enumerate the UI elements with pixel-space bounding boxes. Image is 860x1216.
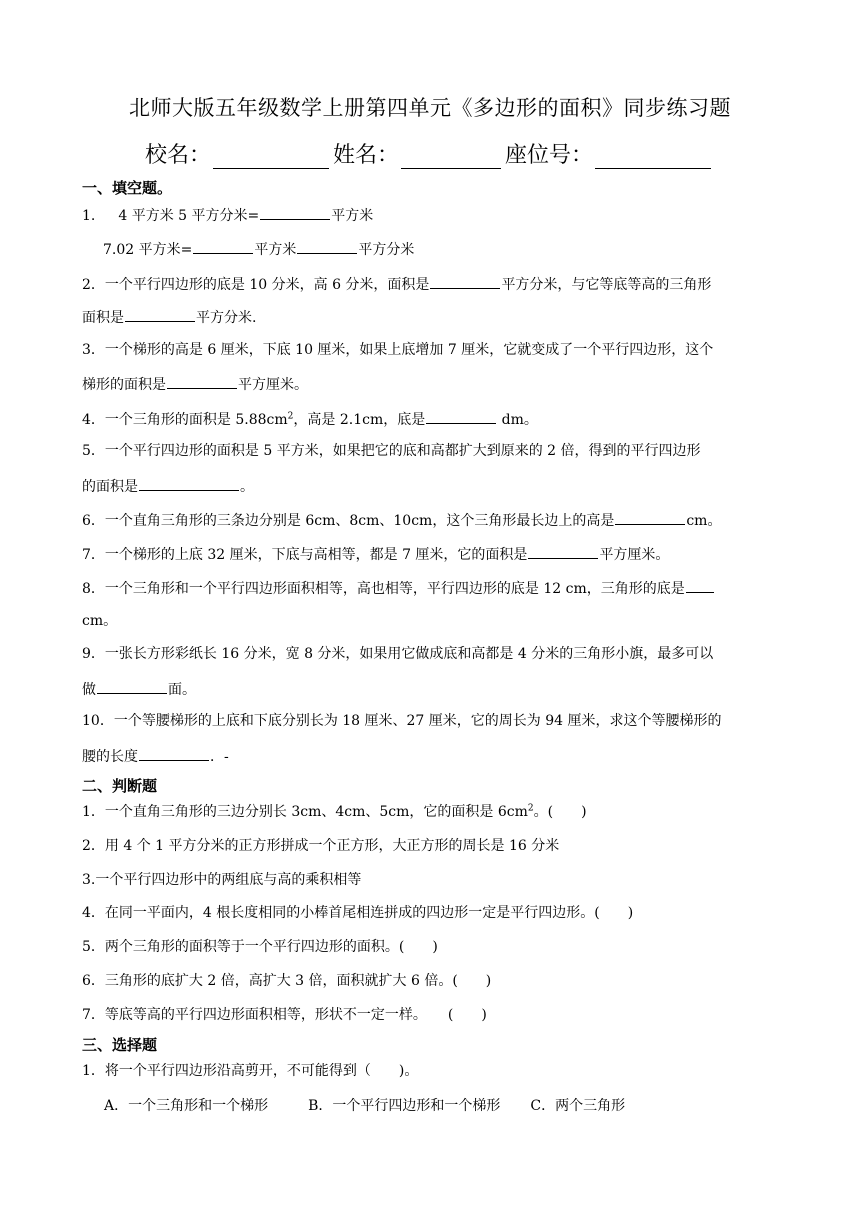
question-text: 平方厘米。: [238, 377, 308, 393]
superscript: 2: [527, 803, 534, 814]
seat-label: 座位号：: [505, 143, 594, 168]
answer-blank: [167, 373, 237, 389]
choice-1-options: [104, 1096, 804, 1116]
question-4: [82, 408, 782, 430]
answer-blank: [686, 577, 714, 593]
answer-blank: [426, 408, 496, 424]
question-text: 。( ): [533, 804, 587, 820]
question-text: 腰的长度: [82, 749, 138, 765]
judge-7: 7．等底等高的平行四边形面积相等，形状不一定一样。 ( ): [82, 1007, 487, 1023]
answer-blank: [528, 543, 598, 559]
question-text: 4 平方米 5 平方分米=: [118, 208, 260, 224]
superscript: 2: [287, 411, 294, 422]
unit-text: 平方厘米。: [599, 547, 670, 563]
question-text: 。: [240, 479, 254, 495]
name-blank: [401, 146, 501, 169]
student-info-line: [0, 138, 860, 169]
judge-3: 3.一个平行四边形中的两组底与高的乘积相等: [82, 872, 362, 888]
question-10-line2: [82, 745, 782, 767]
question-text: ，高是 2.1cm，底是: [293, 412, 426, 428]
option-c: C．两个三角形: [530, 1098, 626, 1114]
unit-text: cm。: [686, 513, 722, 529]
question-7: [82, 543, 782, 565]
question-text: 面积是: [82, 310, 124, 326]
option-a: A．一个三角形和一个梯形: [104, 1098, 269, 1114]
answer-blank: [615, 509, 685, 525]
answer-blank: [193, 238, 253, 254]
question-text: 6．一个直角三角形的三条边分别是 6cm、8cm、10cm，这个三角形最长边上的高是: [82, 513, 615, 529]
section-heading-fill-blank: 一、填空题。: [82, 179, 173, 197]
section-heading-multiple-choice: 三、选择题: [82, 1036, 158, 1054]
question-8-line2: cm。: [82, 613, 118, 629]
question-2-line2: [82, 306, 782, 328]
question-5-line1: 5．一个平行四边形的面积是 5 平方米，如果把它的底和高都扩大到原来的 2 倍，得到的平行四边形: [82, 443, 701, 459]
school-blank: [213, 146, 329, 169]
judge-4: 4．在同一平面内，4 根长度相同的小棒首尾相连拼成的四边形一定是平行四边形。( ): [82, 905, 634, 921]
name-label: 姓名：: [332, 143, 399, 168]
question-9-line1: 9．一张长方形彩纸长 16 分米，宽 8 分米，如果用它做成底和高都是 4 分米的三角形小旗，最多可以: [82, 646, 714, 662]
question-text: 1．一个直角三角形的三边分别长 3cm、4cm、5cm，它的面积是 6cm: [82, 804, 528, 820]
question-text: ．-: [210, 749, 229, 765]
answer-blank: [297, 238, 357, 254]
answer-blank: [260, 204, 330, 220]
answer-blank: [125, 306, 195, 322]
question-1b: [103, 238, 803, 260]
question-6: [82, 509, 782, 531]
judge-2: 2．用 4 个 1 平方分米的正方形拼成一个正方形，大正方形的周长是 16 分米: [82, 838, 560, 854]
question-text: 做: [82, 682, 96, 698]
unit-text: 平方分米: [358, 242, 415, 258]
question-3-line2: [82, 373, 782, 395]
unit-text: dm。: [497, 412, 538, 428]
unit-text: 平方米: [331, 208, 374, 224]
answer-blank: [139, 745, 209, 761]
question-5-line2: [82, 475, 782, 497]
question-text: 7.02 平方米=: [103, 242, 193, 258]
question-text: 平方分米.: [196, 310, 257, 326]
choice-1: 1．将一个平行四边形沿高剪开，不可能得到（ )。: [82, 1063, 419, 1079]
answer-blank: [139, 475, 239, 491]
answer-blank: [97, 678, 167, 694]
section-heading-true-false: 二、判断题: [82, 777, 158, 795]
question-10-line1: 10．一个等腰梯形的上底和下底分别长为 18 厘米、27 厘米，它的周长为 94 厘米，求这个等腰梯形的: [82, 713, 722, 729]
question-text: 8．一个三角形和一个平行四边形面积相等，高也相等，平行四边形的底是 12 cm，三角形的底是: [82, 581, 685, 597]
seat-blank: [595, 146, 711, 169]
option-b: B．一个平行四边形和一个梯形: [308, 1098, 501, 1114]
question-number: 1.: [82, 208, 96, 224]
question-text: 平方分米，与它等底等高的三角形: [501, 277, 712, 293]
answer-blank: [430, 273, 500, 289]
question-text: 2．一个平行四边形的底是 10 分米，高 6 分米，面积是: [82, 277, 430, 293]
page-title: 北师大版五年级数学上册第四单元《多边形的面积》同步练习题: [129, 96, 731, 120]
question-2-line1: [82, 273, 782, 295]
question-1a: [82, 204, 782, 226]
judge-1: [82, 802, 782, 822]
judge-5: 5．两个三角形的面积等于一个平行四边形的面积。( ): [82, 939, 438, 955]
question-8-line1: [82, 577, 782, 599]
question-text: 的面积是: [82, 479, 138, 495]
judge-6: 6．三角形的底扩大 2 倍，高扩大 3 倍，面积就扩大 6 倍。( ): [82, 973, 492, 989]
question-text: 面。: [168, 682, 196, 698]
unit-text: 平方米: [254, 242, 297, 258]
question-text: 4．一个三角形的面积是 5.88cm: [82, 412, 288, 428]
question-text: 7．一个梯形的上底 32 厘米，下底与高相等，都是 7 厘米，它的面积是: [82, 547, 528, 563]
school-label: 校名：: [144, 143, 211, 168]
question-9-line2: [82, 678, 782, 700]
question-3-line1: 3．一个梯形的高是 6 厘米，下底 10 厘米，如果上底增加 7 厘米，它就变成了一个平行四边形，这个: [82, 342, 714, 358]
question-text: 梯形的面积是: [82, 377, 166, 393]
